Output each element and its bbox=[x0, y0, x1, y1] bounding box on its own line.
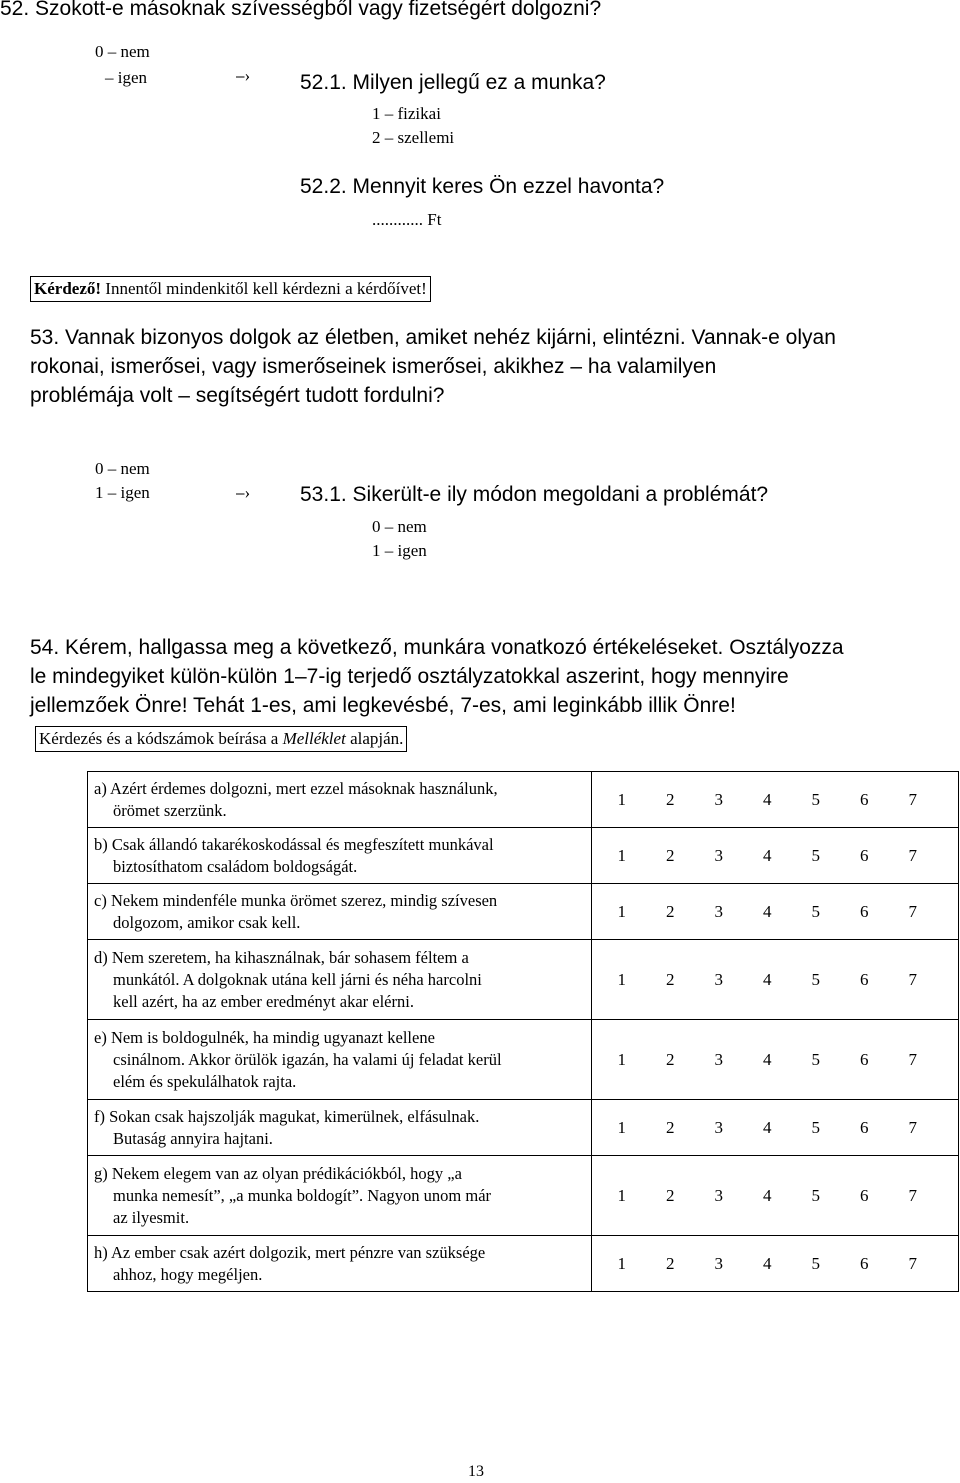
rating-option[interactable]: 5 bbox=[811, 1185, 820, 1205]
rating-option[interactable]: 5 bbox=[811, 1117, 820, 1137]
rating-option[interactable]: 2 bbox=[666, 1185, 675, 1205]
interviewer-note-text: Innentől mindenkitől kell kérdezni a kérdőívet! bbox=[101, 279, 427, 298]
rating-option[interactable]: 4 bbox=[763, 1253, 772, 1273]
q53-1-option-yes: 1 – igen bbox=[372, 541, 427, 560]
q52-1-option-2: 2 – szellemi bbox=[372, 128, 455, 147]
rating-option[interactable]: 7 bbox=[908, 845, 917, 865]
rating-option[interactable]: 6 bbox=[860, 789, 869, 809]
interviewer-note-label: Kérdező! bbox=[34, 279, 102, 298]
statement-line: Butaság annyira hajtani. bbox=[113, 1128, 273, 1148]
statement-cell bbox=[88, 1100, 592, 1156]
rating-option[interactable]: 3 bbox=[714, 789, 723, 809]
statement-cell bbox=[88, 884, 592, 940]
rating-option[interactable]: 1 bbox=[617, 1117, 626, 1137]
rating-option[interactable]: 7 bbox=[908, 789, 917, 809]
rating-option[interactable]: 4 bbox=[763, 901, 772, 921]
rating-option[interactable]: 1 bbox=[617, 901, 626, 921]
rating-option[interactable]: 4 bbox=[763, 1117, 772, 1137]
rating-option[interactable]: 2 bbox=[666, 901, 675, 921]
rating-option[interactable]: 7 bbox=[908, 969, 917, 989]
q54-instruction-note bbox=[35, 726, 407, 752]
q52-arrow-icon: ⎯› bbox=[236, 66, 251, 85]
rating-option[interactable]: 2 bbox=[666, 969, 675, 989]
q52-2-answer: ............ Ft bbox=[372, 210, 442, 229]
rating-option[interactable]: 5 bbox=[811, 845, 820, 865]
q54-note-italic: Melléklet bbox=[282, 729, 346, 748]
rating-option[interactable]: 2 bbox=[666, 1049, 675, 1069]
rating-option[interactable]: 1 bbox=[617, 1049, 626, 1069]
rating-option[interactable]: 3 bbox=[714, 1253, 723, 1273]
statement-line: e) Nem is boldogulnék, ha mindig ugyanazt kellene bbox=[94, 1027, 435, 1047]
rating-scale-cell bbox=[591, 1020, 959, 1100]
statement-line: f) Sokan csak hajszolják magukat, kimerülnek, elfásulnak. bbox=[94, 1106, 480, 1126]
rating-option[interactable]: 2 bbox=[666, 1117, 675, 1137]
rating-scale-cell bbox=[591, 1156, 959, 1236]
q52-1-option-1: 1 – fizikai bbox=[372, 104, 441, 123]
rating-row bbox=[88, 1020, 959, 1100]
rating-option[interactable]: 2 bbox=[666, 845, 675, 865]
rating-option[interactable]: 3 bbox=[714, 1117, 723, 1137]
statement-line: g) Nekem elegem van az olyan prédikációkból, hogy „a bbox=[94, 1163, 462, 1183]
statement-line: munka nemesít”, „a munka boldogít”. Nagyon unom már bbox=[113, 1185, 492, 1205]
statement-cell bbox=[88, 940, 592, 1020]
rating-row bbox=[88, 940, 959, 1020]
rating-option[interactable]: 4 bbox=[763, 1185, 772, 1205]
rating-option[interactable]: 5 bbox=[811, 1049, 820, 1069]
rating-option[interactable]: 4 bbox=[763, 845, 772, 865]
rating-option[interactable]: 5 bbox=[811, 1253, 820, 1273]
rating-option[interactable]: 7 bbox=[908, 901, 917, 921]
q52-option-yes: – igen bbox=[105, 68, 148, 87]
rating-option[interactable]: 5 bbox=[811, 901, 820, 921]
rating-option[interactable]: 3 bbox=[714, 845, 723, 865]
rating-row bbox=[88, 884, 959, 940]
page-number: 13 bbox=[468, 1463, 484, 1480]
statement-cell bbox=[88, 1156, 592, 1236]
statement-cell bbox=[88, 1020, 592, 1100]
rating-option[interactable]: 3 bbox=[714, 1185, 723, 1205]
q53-option-no: 0 – nem bbox=[95, 459, 150, 478]
rating-option[interactable]: 1 bbox=[617, 1185, 626, 1205]
rating-option[interactable]: 4 bbox=[763, 969, 772, 989]
rating-option[interactable]: 1 bbox=[617, 789, 626, 809]
statement-line: elém és spekulálhatok rajta. bbox=[113, 1071, 297, 1091]
rating-row bbox=[88, 772, 959, 828]
q54-note-pre: Kérdezés és a kódszámok beírása a bbox=[39, 729, 283, 748]
statement-line: h) Az ember csak azért dolgozik, mert pénzre van szüksége bbox=[94, 1242, 486, 1262]
statement-line: a) Azért érdemes dolgozni, mert ezzel másoknak használunk, bbox=[94, 778, 498, 798]
rating-option[interactable]: 6 bbox=[860, 969, 869, 989]
rating-option[interactable]: 6 bbox=[860, 1117, 869, 1137]
rating-row bbox=[88, 1156, 959, 1236]
rating-row bbox=[88, 828, 959, 884]
statement-line: dolgozom, amikor csak kell. bbox=[113, 912, 301, 932]
q53-line-2: rokonai, ismerősei, vagy ismerőseinek ismerősei, akikhez – ha valamilyen bbox=[30, 355, 717, 378]
rating-option[interactable]: 3 bbox=[714, 1049, 723, 1069]
statement-line: kell azért, ha az ember eredményt akar elérni. bbox=[113, 991, 414, 1011]
statement-cell bbox=[88, 772, 592, 828]
q52-option-no: 0 – nem bbox=[95, 42, 150, 61]
rating-option[interactable]: 6 bbox=[860, 1185, 869, 1205]
rating-option[interactable]: 6 bbox=[860, 1049, 869, 1069]
statement-line: munkától. A dolgoknak utána kell járni és néha harcolni bbox=[113, 969, 482, 989]
q53-arrow-icon: ⎯› bbox=[236, 483, 251, 502]
statement-line: örömet szerzünk. bbox=[113, 800, 227, 820]
rating-option[interactable]: 7 bbox=[908, 1049, 917, 1069]
ratings-table bbox=[87, 771, 959, 1292]
statement-line: c) Nekem mindenféle munka örömet szerez, mindig szívesen bbox=[94, 890, 498, 910]
rating-option[interactable]: 1 bbox=[617, 1253, 626, 1273]
rating-option[interactable]: 2 bbox=[666, 1253, 675, 1273]
rating-option[interactable]: 4 bbox=[763, 1049, 772, 1069]
q53-option-yes: 1 – igen bbox=[95, 483, 150, 502]
rating-option[interactable]: 2 bbox=[666, 789, 675, 809]
q54-line-2: le mindegyiket külön-külön 1–7-ig terjedő osztályzatokkal aszerint, hogy mennyire bbox=[30, 665, 789, 688]
statement-line: d) Nem szeretem, ha kihasználnak, bár sohasem féltem a bbox=[94, 947, 469, 967]
statement-line: b) Csak állandó takarékoskodással és megfeszített munkával bbox=[94, 834, 494, 854]
rating-row bbox=[88, 1100, 959, 1156]
rating-option[interactable]: 3 bbox=[714, 969, 723, 989]
statement-line: ahhoz, hogy megéljen. bbox=[113, 1264, 263, 1284]
rating-option[interactable]: 6 bbox=[860, 901, 869, 921]
statement-cell bbox=[88, 828, 592, 884]
q54-line-1: 54. Kérem, hallgassa meg a következő, munkára vonatkozó értékeléseket. Osztályozza bbox=[30, 636, 844, 659]
rating-option[interactable]: 5 bbox=[811, 969, 820, 989]
rating-option[interactable]: 7 bbox=[908, 1253, 917, 1273]
statement-cell bbox=[88, 1236, 592, 1292]
rating-option[interactable]: 6 bbox=[860, 845, 869, 865]
q52-1-title: 52.1. Milyen jellegű ez a munka? bbox=[300, 71, 606, 94]
rating-option[interactable]: 4 bbox=[763, 789, 772, 809]
rating-scale-cell bbox=[591, 1100, 959, 1156]
statement-line: az ilyesmit. bbox=[113, 1207, 190, 1227]
rating-option[interactable]: 1 bbox=[617, 969, 626, 989]
rating-option[interactable]: 6 bbox=[860, 1253, 869, 1273]
q54-note-post: alapján. bbox=[345, 729, 404, 748]
rating-option[interactable]: 7 bbox=[908, 1117, 917, 1137]
q52-title: 52. Szokott-e másoknak szívességből vagy fizetségért dolgozni? bbox=[0, 0, 602, 20]
q52-2-title: 52.2. Mennyit keres Ön ezzel havonta? bbox=[300, 175, 665, 198]
rating-option[interactable]: 5 bbox=[811, 789, 820, 809]
interviewer-note bbox=[30, 276, 431, 302]
q53-1-title: 53.1. Sikerült-e ily módon megoldani a problémát? bbox=[300, 483, 769, 506]
rating-option[interactable]: 3 bbox=[714, 901, 723, 921]
statement-line: csinálnom. Akkor örülök igazán, ha valami új feladat kerül bbox=[113, 1049, 502, 1069]
q53-line-1: 53. Vannak bizonyos dolgok az életben, amiket nehéz kijárni, elintézni. Vannak-e olyan bbox=[30, 326, 836, 349]
rating-row bbox=[88, 1236, 959, 1292]
statement-line: biztosíthatom családom boldogságát. bbox=[113, 856, 358, 876]
rating-scale-cell bbox=[591, 884, 959, 940]
rating-scale-cell bbox=[591, 940, 959, 1020]
q53-1-option-no: 0 – nem bbox=[372, 517, 427, 536]
rating-option[interactable]: 1 bbox=[617, 845, 626, 865]
rating-option[interactable]: 7 bbox=[908, 1185, 917, 1205]
rating-scale-cell bbox=[591, 1236, 959, 1292]
q53-line-3: problémája volt – segítségért tudott fordulni? bbox=[30, 384, 445, 407]
rating-scale-cell bbox=[591, 772, 959, 828]
rating-scale-cell bbox=[591, 828, 959, 884]
q54-line-3: jellemzőek Önre! Tehát 1-es, ami legkevésbé, 7-es, ami leginkább illik Önre! bbox=[30, 694, 736, 717]
